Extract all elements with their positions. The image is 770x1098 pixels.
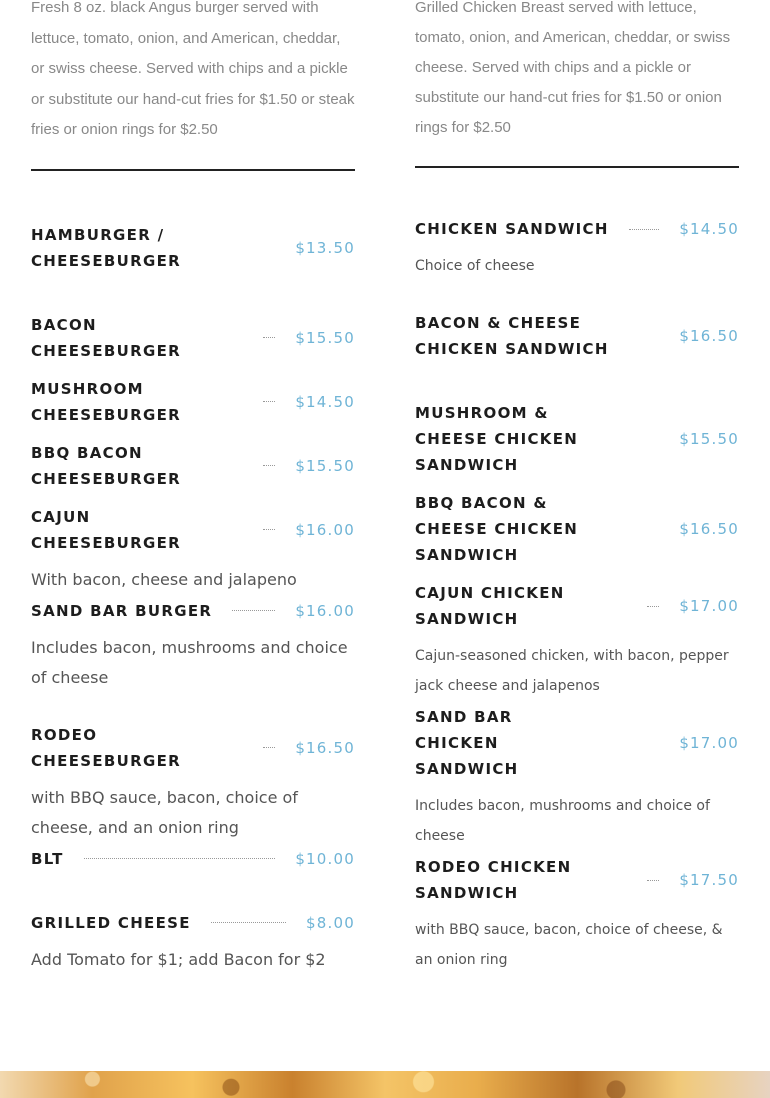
menu-item [31, 504, 355, 595]
menu-item-price: $8.00 [306, 913, 355, 932]
menu-item [31, 910, 355, 975]
menu-item-row [415, 310, 739, 362]
divider [415, 166, 739, 168]
dotted-leader [263, 337, 275, 338]
menu-item-name: BACON CHEESEBURGER [31, 315, 181, 360]
menu-item-description: with BBQ sauce, bacon, choice of cheese, and an onion ring [31, 787, 298, 837]
menu-item-row [31, 376, 355, 428]
menu-item [31, 222, 355, 274]
menu-item-description: Cajun-seasoned chicken, with bacon, pepper jack cheese and jalapenos [415, 648, 729, 694]
menu-item-price: $16.50 [295, 738, 355, 757]
menu-item-row [31, 722, 355, 774]
menu-item-price: $17.50 [679, 871, 739, 889]
menu-item-name: CAJUN CHICKEN SANDWICH [415, 584, 565, 628]
menu-item-row [415, 216, 739, 242]
dotted-leader [647, 880, 659, 881]
dotted-leader [263, 747, 275, 748]
menu-item-price: $15.50 [295, 456, 355, 475]
food-photo-banner [0, 1071, 770, 1098]
menu-item-description: with BBQ sauce, bacon, choice of cheese, & an onion ring [415, 922, 723, 968]
dotted-leader [232, 610, 275, 611]
burger-intro: Fresh 8 oz. black Angus burger served with lettuce, tomato, onion, and American, cheddar, or swiss cheese. Served with chips and a pickle or substitute our hand-cut fries for $1.50 or steak fries or onion rings for $2.50 [31, 0, 355, 138]
menu-item [31, 312, 355, 364]
menu-item [415, 854, 739, 975]
menu-item [415, 704, 739, 851]
menu-item-name: MUSHROOM CHEESEBURGER [31, 379, 181, 424]
menu-item-price: $16.50 [679, 327, 739, 345]
dotted-leader [263, 401, 275, 402]
menu-item-row [415, 490, 739, 568]
menu-item-row [31, 846, 355, 872]
menu-item-name: CAJUN CHEESEBURGER [31, 507, 181, 552]
menu-item-price: $15.50 [679, 430, 739, 448]
menu-item-name: SAND BAR CHICKEN SANDWICH [415, 708, 519, 778]
menu-item-price: $10.00 [295, 849, 355, 868]
menu-item-price: $16.50 [679, 520, 739, 538]
menu-item-row [31, 598, 355, 624]
menu-item-description: Includes bacon, mushrooms and choice of cheese [415, 798, 710, 844]
menu-item-price: $15.50 [295, 328, 355, 347]
menu-item-row [415, 704, 739, 782]
dotted-leader [263, 529, 275, 530]
dotted-leader [84, 858, 276, 859]
menu-item-row [31, 312, 355, 364]
menu-item-row [415, 400, 739, 478]
menu-item-description: Choice of cheese [415, 258, 535, 274]
burger-column [31, 0, 355, 969]
menu-item-description: With bacon, cheese and jalapeno [31, 569, 297, 589]
menu-item-row [31, 440, 355, 492]
menu-item-name: SAND BAR BURGER [31, 601, 213, 620]
dotted-leader [629, 229, 660, 230]
menu-item [31, 440, 355, 492]
menu-item [415, 580, 739, 701]
dotted-leader [211, 922, 286, 923]
menu-item-price: $16.00 [295, 601, 355, 620]
menu-item [415, 216, 739, 281]
menu-item [31, 722, 355, 843]
menu-item-description: Add Tomato for $1; add Bacon for $2 [31, 949, 326, 969]
divider [31, 169, 355, 171]
menu-item-name: BBQ BACON & CHEESE CHICKEN SANDWICH [415, 494, 579, 564]
chicken-intro: Grilled Chicken Breast served with lettuce, tomato, onion, and American, cheddar, or swiss cheese. Served with chips and a pickle or substitute our hand-cut fries for $1.50 or onion rings for $2.50 [415, 0, 731, 136]
menu-item-description: Includes bacon, mushrooms and choice of cheese [31, 637, 348, 687]
menu-item-row [31, 910, 355, 936]
menu-item [31, 598, 355, 693]
menu-item-price: $16.00 [295, 520, 355, 539]
menu-item-price: $17.00 [679, 734, 739, 752]
dotted-leader [263, 465, 275, 466]
menu-item-name: HAMBURGER / CHEESEBURGER [31, 225, 181, 270]
menu-item [31, 846, 355, 872]
menu-item-price: $13.50 [295, 238, 355, 257]
menu-item [415, 400, 739, 478]
menu-item-price: $14.50 [679, 220, 739, 238]
menu-item-price: $14.50 [295, 392, 355, 411]
menu-item [415, 490, 739, 568]
menu-item [415, 310, 739, 362]
menu-item [31, 376, 355, 428]
menu-item-name: BACON & CHEESE CHICKEN SANDWICH [415, 314, 609, 358]
dotted-leader [647, 606, 659, 607]
menu-item-name: GRILLED CHEESE [31, 913, 191, 932]
menu-item-row [31, 504, 355, 556]
menu-item-row [415, 580, 739, 632]
menu-item-row [415, 854, 739, 906]
chicken-column [415, 0, 739, 968]
menu-item-name: BBQ BACON CHEESEBURGER [31, 443, 181, 488]
menu-item-price: $17.00 [679, 597, 739, 615]
menu-item-name: MUSHROOM & CHEESE CHICKEN SANDWICH [415, 404, 579, 474]
menu-item-name: RODEO CHICKEN SANDWICH [415, 858, 572, 902]
menu-item-row [31, 222, 355, 274]
menu-item-name: CHICKEN SANDWICH [415, 220, 609, 238]
menu-item-name: RODEO CHEESEBURGER [31, 725, 181, 770]
menu-item-name: BLT [31, 849, 64, 868]
